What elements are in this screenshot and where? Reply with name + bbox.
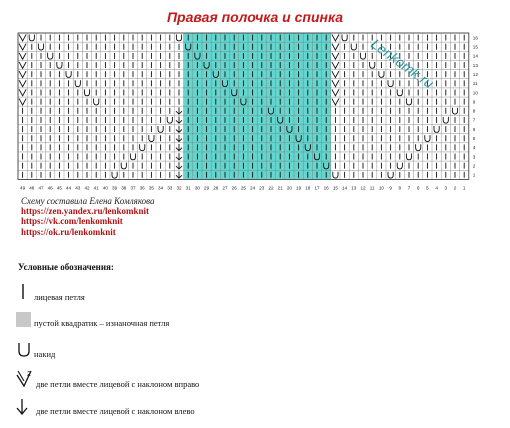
yarn-over (406, 153, 411, 159)
column-label: 37 (130, 185, 136, 191)
column-label: 2 (453, 185, 457, 191)
column-label: 40 (102, 185, 108, 191)
svg-text:2: 2 (27, 371, 31, 378)
yarn-over (443, 117, 448, 123)
yarn-over (158, 126, 163, 132)
yarn-over (360, 53, 365, 59)
column-label: 16 (323, 185, 329, 191)
column-label: 30 (194, 185, 200, 191)
row-label: 2 (472, 163, 476, 169)
k2tog-right (332, 35, 339, 41)
yarn-over (452, 108, 457, 114)
yarn-over (397, 163, 402, 169)
column-label: 43 (75, 185, 81, 191)
yarn-over (425, 135, 430, 141)
row-label: 5 (472, 136, 476, 142)
yarn-over (406, 99, 411, 105)
author-credit: Схему составила Елена Комлякова (21, 196, 155, 206)
yarn-over (149, 135, 154, 141)
column-label: 12 (360, 185, 366, 191)
column-label: 24 (250, 185, 256, 191)
k2tog-left-icon (16, 398, 34, 418)
watermark: Lenkomk.ru (368, 35, 437, 92)
legend-label-empty: пустой квадратик – изнаночная петля (34, 318, 170, 328)
row-label: 16 (472, 35, 478, 41)
column-label: 44 (66, 185, 72, 191)
yarn-over (333, 172, 338, 178)
column-label: 27 (222, 185, 228, 191)
credits (21, 196, 155, 237)
column-label: 35 (148, 185, 154, 191)
yarn-over (38, 44, 43, 50)
column-label: 22 (268, 185, 274, 191)
column-label: 41 (93, 185, 99, 191)
row-label: 12 (472, 71, 478, 77)
yarn-over (66, 71, 71, 77)
column-label: 42 (84, 185, 90, 191)
empty-square-icon (16, 312, 34, 332)
row-label: 11 (472, 81, 478, 87)
k2tog-right (19, 99, 26, 105)
k2tog-right (19, 89, 26, 95)
yarn-over (75, 80, 80, 86)
yarn-over (84, 89, 89, 95)
knit-stitch-icon (16, 283, 34, 303)
column-label: 3 (444, 185, 448, 191)
column-label: 47 (38, 185, 44, 191)
legend-label-yarn-over: накид (34, 349, 56, 359)
column-label: 9 (389, 185, 392, 191)
yarn-over (57, 62, 62, 68)
column-label: 26 (231, 185, 237, 191)
yarn-over (48, 53, 53, 59)
k2tog-right (19, 80, 26, 86)
yarn-over (130, 153, 135, 159)
column-label: 38 (121, 185, 127, 191)
yarn-over (121, 163, 126, 169)
column-label: 17 (314, 185, 320, 191)
chart-title: Правая полочка и спинка (166, 9, 344, 25)
row-label: 1 (472, 172, 476, 178)
k2tog-right (332, 80, 339, 86)
column-label: 34 (158, 185, 164, 191)
row-label: 6 (472, 126, 476, 132)
column-label: 13 (351, 185, 357, 191)
k2tog-right (332, 44, 339, 50)
column-label: 1 (462, 185, 466, 191)
yarn-over (397, 89, 402, 95)
column-label: 11 (369, 185, 375, 191)
yarn-over (94, 99, 99, 105)
column-label: 20 (286, 185, 292, 191)
column-label: 46 (47, 185, 53, 191)
column-label: 10 (378, 185, 384, 191)
yarn-over (416, 144, 421, 150)
column-label: 15 (332, 185, 338, 191)
knitting-chart (0, 0, 510, 195)
k2tog-right (332, 62, 339, 68)
legend-label-k2tog-right: две петли вместе лицевой с наклоном вправо (36, 379, 200, 389)
column-label: 4 (435, 185, 438, 191)
column-label: 8 (398, 185, 402, 191)
k2tog-right (332, 99, 339, 105)
yarn-over (388, 172, 393, 178)
column-label: 36 (139, 185, 145, 191)
yarn-over (351, 44, 356, 50)
ok-link[interactable]: https://ok.ru/lenkomknit (21, 226, 116, 237)
column-label: 33 (167, 185, 173, 191)
yarn-over (342, 35, 347, 41)
column-label: 6 (416, 185, 420, 191)
column-label: 32 (176, 185, 182, 191)
legend-label-k2tog-left: две петли вместе лицевой с наклоном влево (36, 406, 195, 416)
yarn-over-icon (16, 341, 34, 361)
k2tog-right (19, 71, 26, 77)
column-label: 23 (259, 185, 265, 191)
zen-link[interactable]: https://zen.yandex.ru/lenkomknit (21, 206, 150, 217)
column-label: 7 (407, 185, 411, 191)
row-label: 14 (472, 53, 478, 59)
yarn-over (112, 172, 117, 178)
column-label: 39 (112, 185, 118, 191)
k2tog-right (19, 53, 26, 59)
column-label: 49 (20, 185, 26, 191)
column-label: 18 (305, 185, 311, 191)
yarn-over (434, 126, 439, 132)
k2tog-right (332, 89, 339, 95)
yarn-over (388, 80, 393, 86)
yarn-over (167, 117, 172, 123)
row-label: 9 (472, 99, 476, 105)
column-label: 19 (296, 185, 302, 191)
yarn-over (379, 71, 384, 77)
vk-link[interactable]: https://vk.com/lenkomknit (21, 216, 123, 227)
column-label: 5 (426, 185, 429, 191)
row-label: 15 (472, 44, 478, 50)
column-label: 21 (277, 185, 283, 191)
column-label: 29 (204, 185, 210, 191)
column-label: 31 (185, 185, 191, 191)
row-label: 8 (472, 108, 476, 114)
k2tog-right (19, 35, 26, 41)
k2tog-right-icon (16, 369, 34, 389)
k2tog-right (332, 53, 339, 59)
k2tog-right (332, 71, 339, 77)
k2tog-right (19, 44, 26, 50)
legend-heading: Условные обозначения: (18, 262, 114, 272)
legend-label-knit: лицевая петля (34, 292, 85, 302)
yarn-over (29, 35, 34, 41)
column-label: 28 (213, 185, 219, 191)
row-label: 7 (472, 117, 476, 123)
yarn-over (140, 144, 145, 150)
row-label: 13 (472, 62, 478, 68)
row-label: 4 (472, 145, 476, 151)
column-label: 48 (29, 185, 35, 191)
column-label: 45 (56, 185, 62, 191)
row-label: 10 (472, 90, 478, 96)
k2tog-right (19, 62, 26, 68)
column-label: 25 (240, 185, 246, 191)
yarn-over (176, 35, 181, 41)
column-label: 14 (342, 185, 348, 191)
yarn-over (370, 62, 375, 68)
row-label: 3 (472, 154, 476, 160)
